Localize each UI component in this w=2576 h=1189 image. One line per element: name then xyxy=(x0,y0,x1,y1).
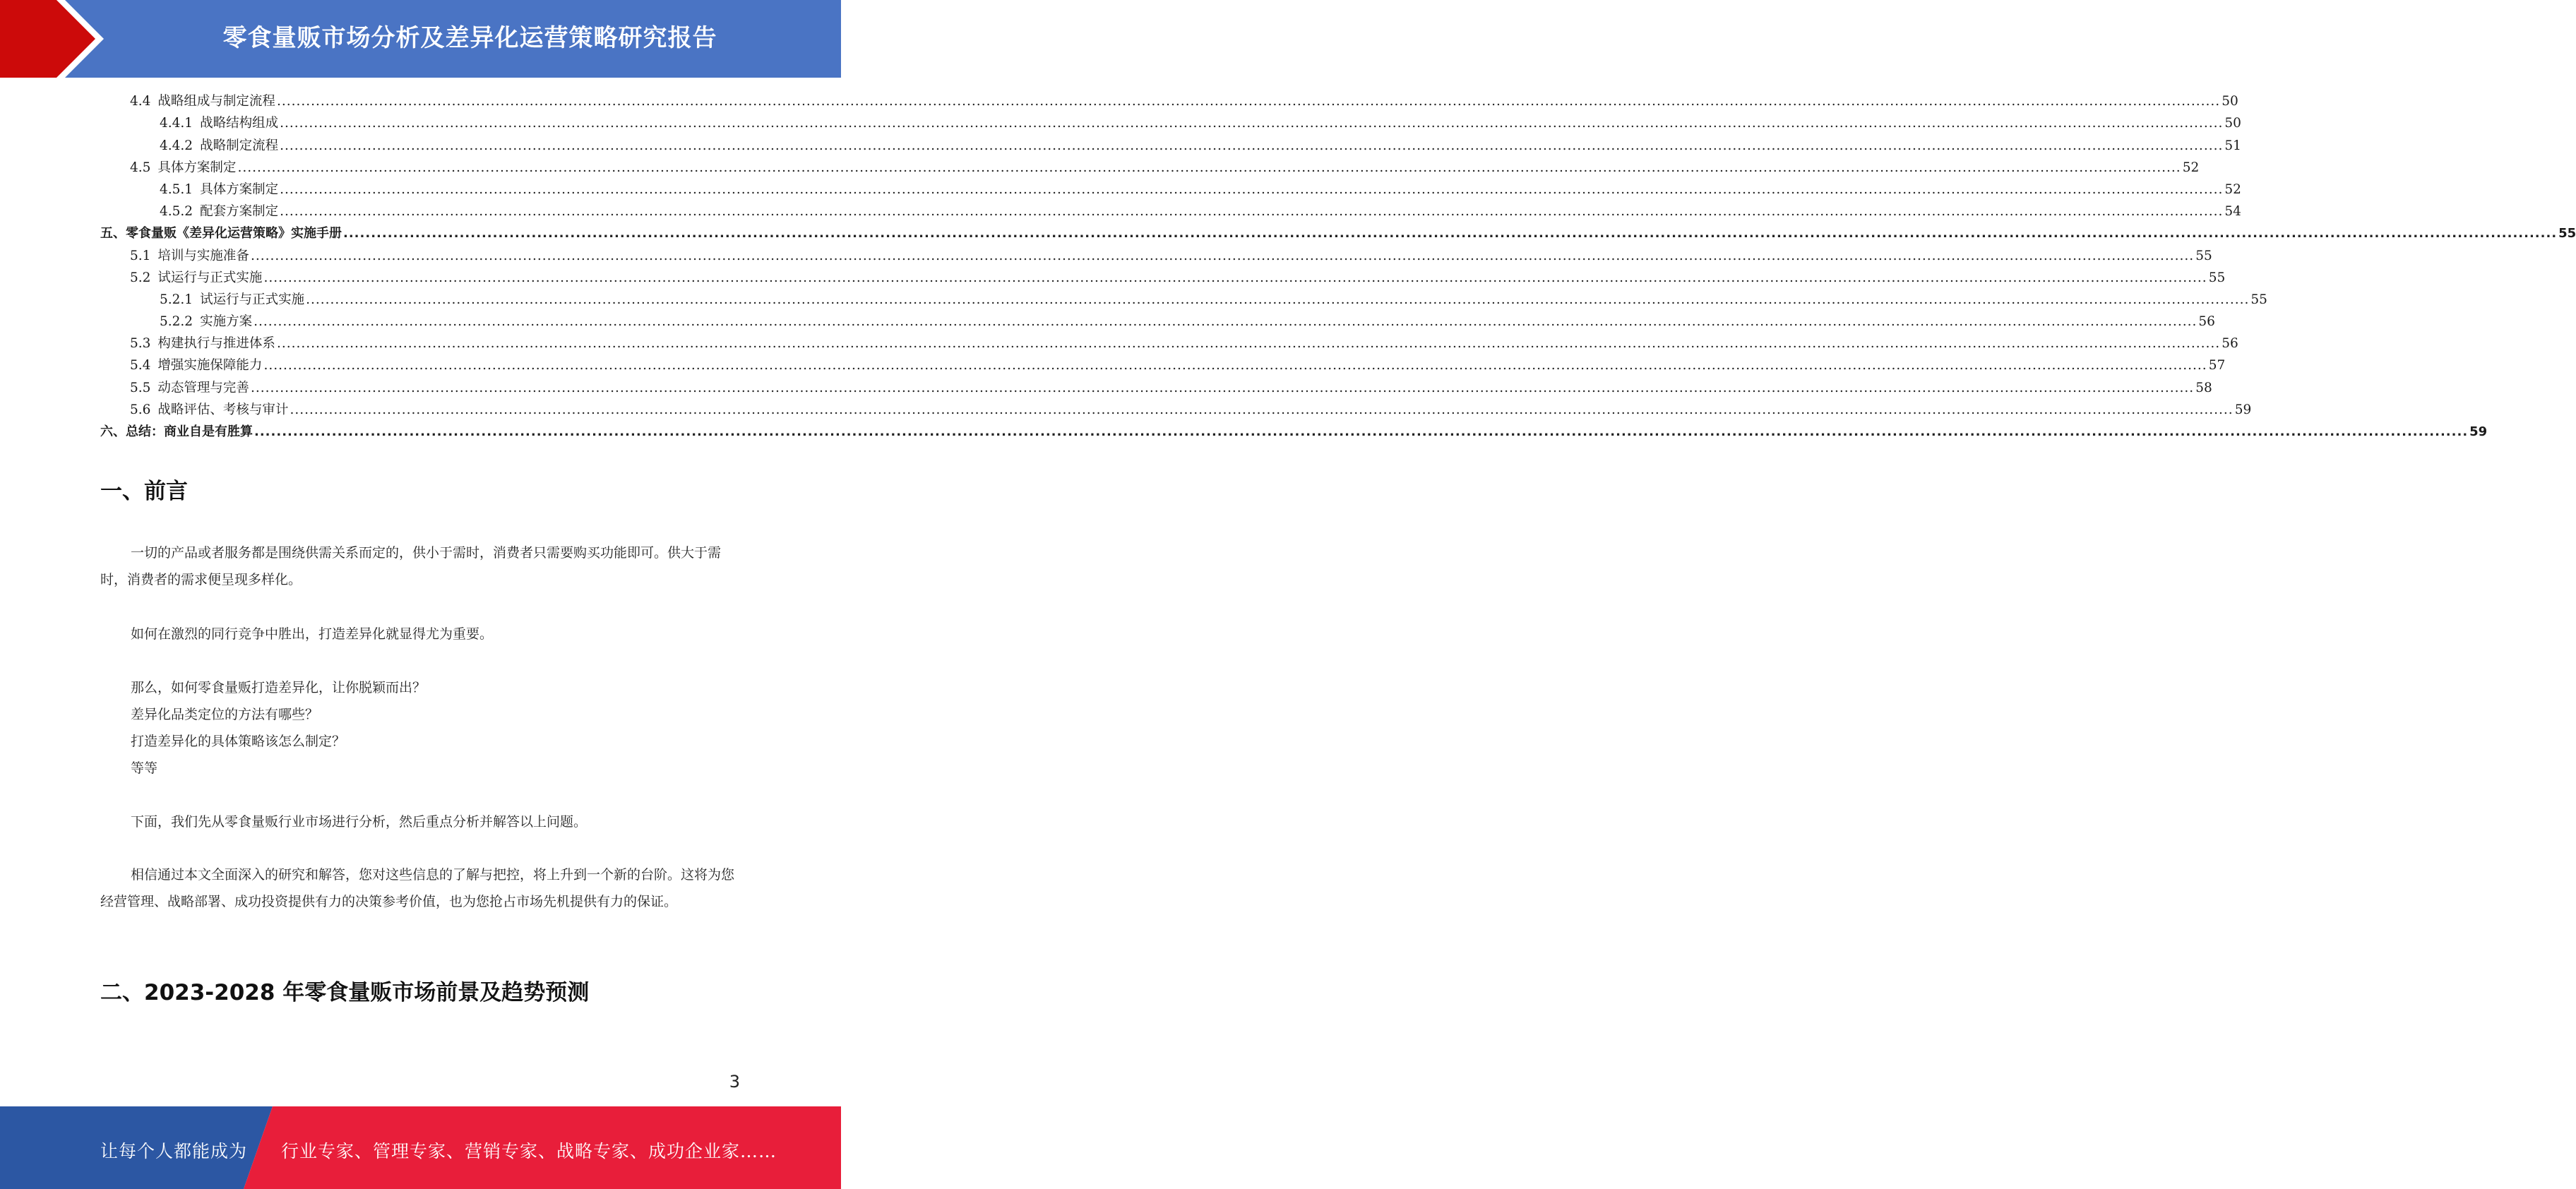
toc-leader-dots: ................................................................................................................................................................................................................................................................................................................................................................................................................ xyxy=(254,314,2198,330)
toc-leader-dots: ................................................................................................................................................................................................................................................................................................................................................................................................................ xyxy=(250,248,2195,263)
toc-entry-label xyxy=(160,289,304,311)
toc-entry-title: 培训与实施准备 xyxy=(157,248,249,263)
toc-entry-page: 55 xyxy=(2195,248,2212,263)
toc-entry[interactable] xyxy=(100,289,2267,311)
toc-entry[interactable] xyxy=(100,134,2241,156)
toc-entry-title: 战略评估、考核与审计 xyxy=(157,402,289,417)
toc-entry-number: 5.2.1 xyxy=(160,292,193,307)
question-line: 等等 xyxy=(131,760,158,776)
toc-leader-dots: ................................................................................................................................................................................................................................................................................................................................................................................................................ xyxy=(250,380,2195,395)
toc-entry-number: 4.5 xyxy=(130,160,151,175)
toc-entry[interactable] xyxy=(100,90,2238,112)
footer-slogan-right: 行业专家、管理专家、营销专家、战略专家、成功企业家…… xyxy=(281,1141,777,1161)
section-heading-forecast: 二、2023-2028 年零食量贩市场前景及趋势预测 xyxy=(100,980,590,1005)
toc-entry[interactable] xyxy=(100,222,2576,244)
toc-entry-page: 50 xyxy=(2222,94,2238,109)
toc-entry[interactable] xyxy=(100,112,2241,134)
toc-entry-label xyxy=(100,421,253,443)
toc-entry-title: 配套方案制定 xyxy=(200,204,279,220)
toc-entry-label xyxy=(130,267,262,289)
section-heading-preface: 一、前言 xyxy=(100,479,188,504)
toc-leader-dots: ................................................................................................................................................................................................................................................................................................................................................................................................................ xyxy=(276,94,2221,109)
toc-entry-number: 5.3 xyxy=(130,336,151,352)
header-chevron-graphic xyxy=(0,0,113,78)
table-of-contents xyxy=(100,90,2576,443)
toc-entry-title: 具体方案制定 xyxy=(157,160,237,175)
toc-entry-title: 六、总结：商业自是有胜算 xyxy=(100,424,253,439)
toc-entry-label xyxy=(160,135,278,157)
toc-entry-label xyxy=(130,157,236,179)
toc-entry-label xyxy=(130,399,288,421)
question-line: 差异化品类定位的方法有哪些？ xyxy=(131,707,319,722)
toc-entry-page: 57 xyxy=(2208,358,2226,374)
toc-leader-dots: ................................................................................................................................................................................................................................................................................................................................................................................................................ xyxy=(343,226,2558,241)
toc-entry-number: 4.4 xyxy=(130,94,151,109)
toc-entry[interactable] xyxy=(100,333,2238,354)
toc-entry-page: 59 xyxy=(2234,402,2252,417)
toc-entry-number: 4.4.1 xyxy=(160,116,193,131)
toc-entry-number: 4.5.1 xyxy=(160,181,193,197)
toc-entry[interactable] xyxy=(100,267,2226,289)
toc-entry-title: 试运行与正式实施 xyxy=(200,292,305,307)
toc-entry-page: 59 xyxy=(2469,424,2488,439)
toc-entry-label xyxy=(130,90,275,112)
toc-entry-label xyxy=(160,311,252,333)
toc-entry-page: 50 xyxy=(2224,116,2241,131)
paragraph: 一切的产品或者服务都是围绕供需关系而定的，供小于需时，消费者只需要购买功能即可。供大于需时，消费者的需求便呈现多样化。 xyxy=(100,545,722,587)
toc-entry-page: 56 xyxy=(2198,314,2215,330)
toc-entry-number: 5.6 xyxy=(130,402,151,417)
toc-entry-label xyxy=(130,333,275,354)
toc-entry-page: 55 xyxy=(2250,292,2267,307)
page-footer xyxy=(0,1106,841,1189)
toc-entry-number: 5.1 xyxy=(130,248,151,263)
toc-entry-number: 5.5 xyxy=(130,380,151,395)
toc-entry[interactable] xyxy=(100,376,2212,398)
question-line: 打造差异化的具体策略该怎么制定？ xyxy=(131,734,346,749)
paragraph: 下面，我们先从零食量贩行业市场进行分析，然后重点分析并解答以上问题。 xyxy=(131,814,588,830)
document-title: 零食量贩市场分析及差异化运营策略研究报告 xyxy=(222,24,717,52)
toc-entry-label xyxy=(160,112,278,134)
toc-entry-number: 5.4 xyxy=(130,358,151,374)
toc-entry-label xyxy=(100,222,342,244)
toc-leader-dots: ................................................................................................................................................................................................................................................................................................................................................................................................................ xyxy=(280,181,2224,197)
toc-entry-page: 54 xyxy=(2224,204,2241,220)
toc-entry-page: 52 xyxy=(2224,181,2241,197)
toc-entry-title: 战略制定流程 xyxy=(200,138,279,153)
toc-leader-dots: ................................................................................................................................................................................................................................................................................................................................................................................................................ xyxy=(263,358,2207,374)
toc-entry[interactable] xyxy=(100,157,2200,179)
toc-entry-title: 构建执行与推进体系 xyxy=(157,336,275,352)
toc-entry-page: 58 xyxy=(2195,380,2212,395)
toc-entry-label xyxy=(130,245,249,267)
toc-entry[interactable] xyxy=(100,354,2226,376)
toc-entry-title: 实施方案 xyxy=(200,314,253,330)
toc-entry-title: 动态管理与完善 xyxy=(157,380,249,395)
toc-entry[interactable] xyxy=(100,179,2241,201)
toc-entry-page: 52 xyxy=(2182,160,2200,175)
toc-leader-dots: ................................................................................................................................................................................................................................................................................................................................................................................................................ xyxy=(280,138,2224,153)
question-list xyxy=(100,674,739,782)
question-line: 那么，如何零食量贩打造差异化，让你脱颖而出？ xyxy=(131,680,427,695)
toc-leader-dots: ................................................................................................................................................................................................................................................................................................................................................................................................................ xyxy=(280,204,2224,220)
toc-entry-title: 五、零食量贩《差异化运营策略》实施手册 xyxy=(100,226,342,241)
toc-entry-page: 55 xyxy=(2208,270,2226,285)
toc-entry-number: 4.5.2 xyxy=(160,204,193,220)
toc-entry-number: 5.2 xyxy=(130,270,151,285)
toc-leader-dots: ................................................................................................................................................................................................................................................................................................................................................................................................................ xyxy=(237,160,2181,175)
toc-entry[interactable] xyxy=(100,421,2488,443)
toc-leader-dots: ................................................................................................................................................................................................................................................................................................................................................................................................................ xyxy=(290,402,2234,417)
toc-entry-title: 战略组成与制定流程 xyxy=(157,94,275,109)
toc-entry[interactable] xyxy=(100,399,2252,421)
toc-entry-title: 具体方案制定 xyxy=(200,181,279,197)
toc-entry[interactable] xyxy=(100,201,2241,222)
page-number: 3 xyxy=(729,1072,740,1092)
toc-leader-dots: ................................................................................................................................................................................................................................................................................................................................................................................................................ xyxy=(280,116,2224,131)
toc-entry-label xyxy=(160,179,278,201)
toc-entry[interactable] xyxy=(100,244,2212,266)
toc-entry-title: 战略结构组成 xyxy=(200,116,279,131)
page-header xyxy=(0,0,841,78)
toc-entry-page: 55 xyxy=(2558,226,2576,241)
toc-entry-title: 增强实施保障能力 xyxy=(157,358,263,374)
toc-leader-dots: ................................................................................................................................................................................................................................................................................................................................................................................................................ xyxy=(276,336,2221,352)
toc-entry-page: 51 xyxy=(2224,138,2241,153)
toc-leader-dots: ................................................................................................................................................................................................................................................................................................................................................................................................................ xyxy=(263,270,2207,285)
toc-leader-dots: ................................................................................................................................................................................................................................................................................................................................................................................................................ xyxy=(254,424,2469,439)
toc-entry-label xyxy=(130,377,249,399)
paragraph: 如何在激烈的同行竞争中胜出，打造差异化就显得尤为重要。 xyxy=(131,626,494,642)
toc-entry[interactable] xyxy=(100,311,2215,333)
toc-leader-dots: ................................................................................................................................................................................................................................................................................................................................................................................................................ xyxy=(306,292,2250,307)
toc-entry-label xyxy=(160,201,278,222)
paragraph: 相信通过本文全面深入的研究和解答，您对这些信息的了解与把控，将上升到一个新的台阶。这将为您经营管理、战略部署、成功投资提供有力的决策参考价值，也为您抢占市场先机提供有力的保证。 xyxy=(100,867,735,909)
toc-entry-page: 56 xyxy=(2222,336,2238,352)
toc-entry-label xyxy=(130,354,262,376)
toc-entry-title: 试运行与正式实施 xyxy=(157,270,263,285)
footer-slogan-left: 让每个人都能成为 xyxy=(100,1141,248,1161)
toc-entry-number: 5.2.2 xyxy=(160,314,193,330)
toc-entry-number: 4.4.2 xyxy=(160,138,193,153)
